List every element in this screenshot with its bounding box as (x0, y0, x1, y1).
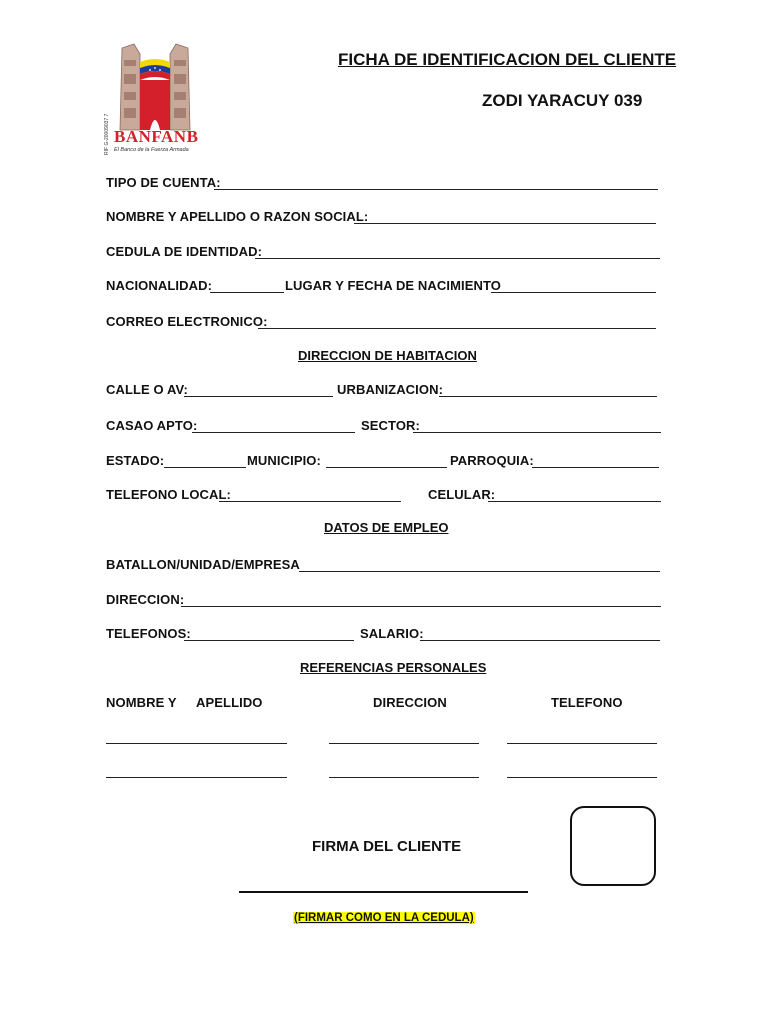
nombre-label: NOMBRE Y APELLIDO O RAZON SOCIAL: (106, 209, 369, 224)
celular-label: CELULAR: (428, 487, 496, 502)
empresa-field[interactable] (299, 571, 660, 572)
empleo-direccion-field[interactable] (181, 606, 661, 607)
parroquia-label: PARROQUIA: (450, 453, 534, 468)
page-title: FICHA DE IDENTIFICACION DEL CLIENTE (338, 50, 677, 69)
brand-tagline: El Banco de la Fuerza Armada (114, 147, 189, 153)
correo-field[interactable] (258, 328, 656, 329)
lugar-fecha-label: LUGAR Y FECHA DE NACIMIENTO (285, 278, 502, 293)
telefono-local-field[interactable] (219, 501, 401, 502)
casa-field[interactable] (192, 432, 355, 433)
casa-label: CASAO APTO: (106, 418, 198, 433)
urbanizacion-field[interactable] (439, 396, 657, 397)
col-nombre-label: NOMBRE Y (106, 695, 177, 710)
nombre-field[interactable] (354, 223, 656, 224)
ref2-telefono-field[interactable] (507, 777, 657, 778)
habitacion-heading: DIRECCION DE HABITACION (298, 348, 477, 363)
municipio-field[interactable] (326, 467, 447, 468)
empresa-label: BATALLON/UNIDAD/EMPRESA (106, 557, 300, 572)
firma-note: (FIRMAR COMO EN LA CEDULA) (294, 912, 474, 924)
referencias-heading: REFERENCIAS PERSONALES (300, 660, 487, 675)
parroquia-field[interactable] (532, 467, 659, 468)
sector-field[interactable] (413, 432, 661, 433)
estado-field[interactable] (164, 467, 246, 468)
fingerprint-box[interactable] (570, 806, 656, 886)
col-apellido-label: APELLIDO (196, 695, 263, 710)
empleo-heading: DATOS DE EMPLEO (324, 520, 449, 535)
telefonos-label: TELEFONOS: (106, 626, 191, 641)
calle-label: CALLE O AV: (106, 382, 188, 397)
celular-field[interactable] (488, 501, 661, 502)
urbanizacion-label: URBANIZACION: (337, 382, 444, 397)
ref1-nombre-field[interactable] (106, 743, 287, 744)
telefonos-field[interactable] (184, 640, 354, 641)
telefono-local-label: TELEFONO LOCAL: (106, 487, 231, 502)
sector-label: SECTOR: (361, 418, 420, 433)
lugar-fecha-field[interactable] (491, 292, 656, 293)
ref1-direccion-field[interactable] (329, 743, 479, 744)
salario-label: SALARIO: (360, 626, 424, 641)
firma-label: FIRMA DEL CLIENTE (312, 838, 462, 855)
brand-name: BANFANB (114, 127, 199, 146)
tipo-cuenta-label: TIPO DE CUENTA: (106, 175, 221, 190)
svg-text:RIF G-20009037 7: RIF G-20009037 7 (104, 113, 110, 155)
col-telefono-label: TELEFONO (551, 695, 623, 710)
calle-field[interactable] (184, 396, 333, 397)
estado-label: ESTADO: (106, 453, 165, 468)
cedula-field[interactable] (255, 258, 660, 259)
signature-line[interactable] (239, 891, 528, 893)
ref2-nombre-field[interactable] (106, 777, 287, 778)
ref2-direccion-field[interactable] (329, 777, 479, 778)
municipio-label: MUNICIPIO: (247, 453, 321, 468)
col-direccion-label: DIRECCION (373, 695, 447, 710)
nacionalidad-label: NACIONALIDAD: (106, 278, 213, 293)
page-subtitle: ZODI YARACUY 039 (482, 91, 643, 110)
tipo-cuenta-field[interactable] (214, 189, 658, 190)
banfanb-logo (100, 40, 210, 160)
correo-label: CORREO ELECTRONICO: (106, 314, 268, 329)
nacionalidad-field[interactable] (210, 292, 284, 293)
cedula-label: CEDULA DE IDENTIDAD: (106, 244, 263, 259)
empleo-direccion-label: DIRECCION: (106, 592, 185, 607)
ref1-telefono-field[interactable] (507, 743, 657, 744)
salario-field[interactable] (420, 640, 660, 641)
